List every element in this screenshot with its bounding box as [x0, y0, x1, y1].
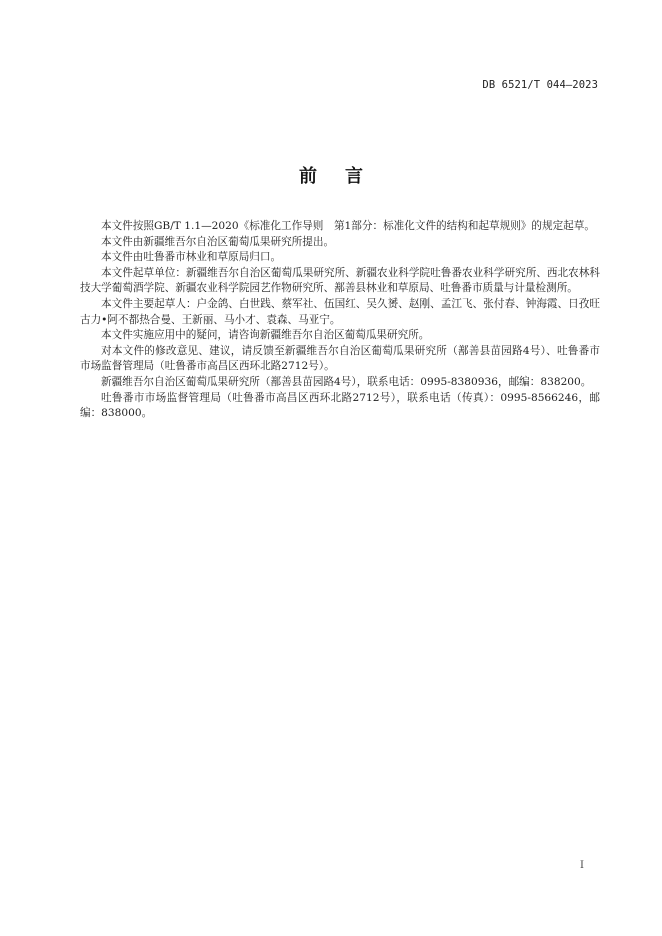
page-title: 前言 [299, 166, 391, 187]
document-code: DB 6521/T 044—2023 [482, 79, 598, 91]
paragraph-drafting-units: 本文件起草单位：新疆维吾尔自治区葡萄瓜果研究所、新疆农业科学院吐鲁番农业科学研究所、西北农林科技大学葡萄酒学院、新疆农业科学院园艺作物研究所、鄯善县林业和草原局、吐鲁番市质量与计量检测所。 [80, 266, 600, 295]
paragraph-proposer: 本文件由新疆维吾尔自治区葡萄瓜果研究所提出。 [101, 235, 335, 248]
paragraph-contact-institute: 新疆维吾尔自治区葡萄瓜果研究所（鄯善县苗园路4号），联系电话：0995-8380936，邮编：838200。 [101, 375, 592, 388]
foreword-body [80, 219, 600, 422]
paragraph-administrator: 本文件由吐鲁番市林业和草原局归口。 [101, 251, 282, 264]
paragraph-drafting-rules: 本文件按照GB/T 1.1—2020《标准化工作导则 第1部分：标准化文件的结构和起草规则》的规定起草。 [101, 220, 595, 232]
paragraph-inquiries: 本文件实施应用中的疑问，请咨询新疆维吾尔自治区葡萄瓜果研究所。 [101, 329, 430, 342]
paragraph-drafters: 本文件主要起草人：户金鸽、白世践、蔡军社、伍国红、吴久赟、赵刚、孟江飞、张付春、钟海霞、日孜旺古力•阿不都热合曼、王新丽、马小才、袁森、马亚宁。 [80, 297, 600, 326]
paragraph-feedback: 对本文件的修改意见、建议，请反馈至新疆维吾尔自治区葡萄瓜果研究所（鄯善县苗园路4号）、吐鲁番市市场监督管理局（吐鲁番市高昌区西环北路2712号）。 [80, 344, 600, 373]
page-number: I [580, 860, 584, 871]
paragraph-contact-bureau: 吐鲁番市市场监督管理局（吐鲁番市高昌区西环北路2712号），联系电话（传真）：0995-8566246，邮编：838000。 [80, 391, 600, 420]
